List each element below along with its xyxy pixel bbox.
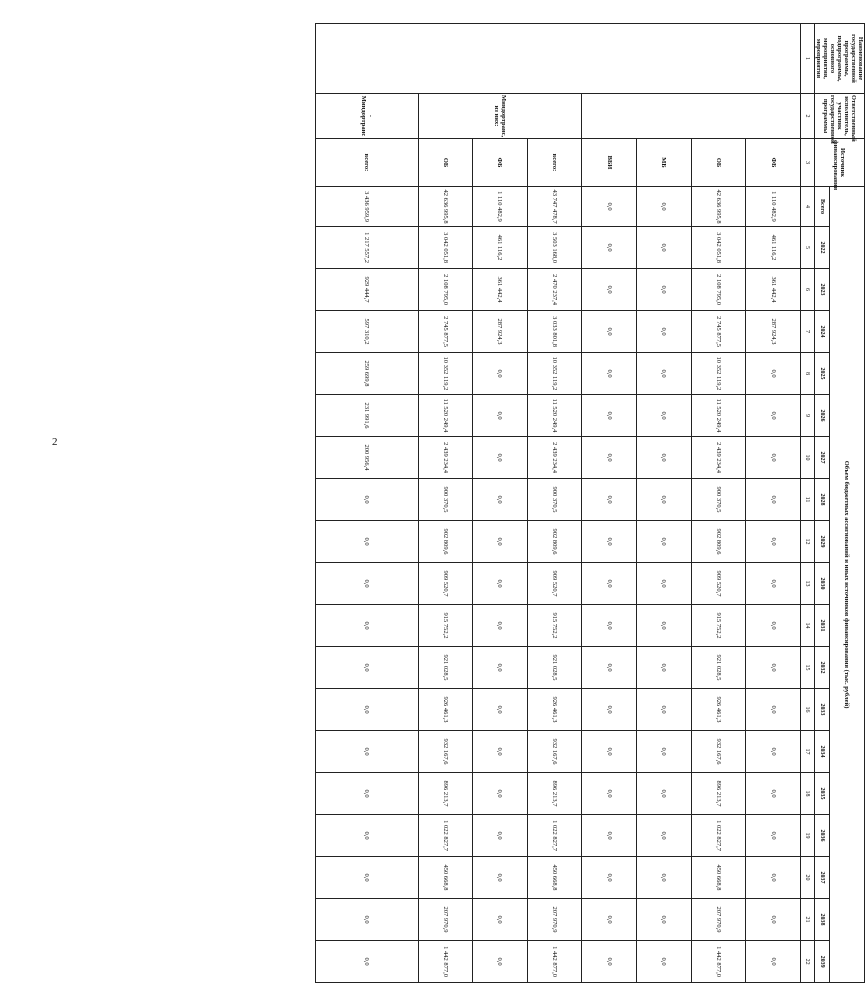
value-cell: 0,0 <box>746 857 801 899</box>
value-cell: 0,0 <box>582 311 637 353</box>
header-year: 2025 <box>815 353 830 395</box>
value-cell: 0,0 <box>746 353 801 395</box>
value-cell: 0,0 <box>582 605 637 647</box>
value-cell: 0,0 <box>582 187 637 227</box>
executor-cell: Миндортранс, из них: <box>418 94 582 139</box>
value-cell: 200 956,4 <box>316 437 419 479</box>
value-cell: 0,0 <box>637 941 692 983</box>
table-row <box>746 24 801 983</box>
value-cell: 0,0 <box>637 857 692 899</box>
value-cell: 0,0 <box>637 689 692 731</box>
value-cell: 0,0 <box>582 269 637 311</box>
header-year: 2039 <box>815 941 830 983</box>
table-row <box>527 24 582 983</box>
value-cell: 3 033 801,8 <box>527 311 582 353</box>
value-cell: 0,0 <box>473 941 528 983</box>
rotated-table-container <box>317 23 865 978</box>
value-cell: 1 022 827,7 <box>418 815 473 857</box>
column-number: 21 <box>801 899 815 941</box>
value-cell: 0,0 <box>473 563 528 605</box>
value-cell: 0,0 <box>473 731 528 773</box>
header-year: 2032 <box>815 647 830 689</box>
value-cell: 0,0 <box>582 899 637 941</box>
value-cell: 0,0 <box>746 563 801 605</box>
value-cell: 0,0 <box>582 353 637 395</box>
value-cell: 0,0 <box>637 773 692 815</box>
column-number: 10 <box>801 437 815 479</box>
value-cell: 10 352 119,2 <box>527 353 582 395</box>
value-cell: 909 520,7 <box>527 563 582 605</box>
source-cell: всего: <box>527 139 582 187</box>
value-cell: 0,0 <box>473 395 528 437</box>
value-cell: 0,0 <box>316 731 419 773</box>
value-cell: 0,0 <box>637 563 692 605</box>
value-cell: 0,0 <box>746 941 801 983</box>
value-cell: 0,0 <box>637 395 692 437</box>
value-cell: 915 752,2 <box>691 605 746 647</box>
table-row <box>691 24 746 983</box>
value-cell: 896 213,7 <box>418 773 473 815</box>
value-cell: 0,0 <box>746 689 801 731</box>
column-number: 15 <box>801 647 815 689</box>
value-cell: 902 809,6 <box>691 521 746 563</box>
header-year: 2030 <box>815 563 830 605</box>
value-cell: 902 809,6 <box>527 521 582 563</box>
value-cell: 0,0 <box>473 857 528 899</box>
value-cell: 0,0 <box>637 227 692 269</box>
value-cell: 0,0 <box>473 605 528 647</box>
value-cell: 0,0 <box>746 773 801 815</box>
value-cell: 921 028,5 <box>418 647 473 689</box>
value-cell: 0,0 <box>473 521 528 563</box>
value-cell: 0,0 <box>316 815 419 857</box>
value-cell: 900 370,5 <box>527 479 582 521</box>
source-cell: МБ <box>637 139 692 187</box>
value-cell: 361 442,4 <box>746 269 801 311</box>
column-number: 11 <box>801 479 815 521</box>
value-cell: 0,0 <box>473 479 528 521</box>
column-number: 17 <box>801 731 815 773</box>
header-executor: Ответственный исполнитель, участник государственной программы <box>815 94 865 139</box>
value-cell: 207 970,9 <box>527 899 582 941</box>
column-number: 2 <box>801 94 815 139</box>
column-number: 4 <box>801 187 815 227</box>
value-cell: 0,0 <box>582 815 637 857</box>
value-cell: 921 028,5 <box>691 647 746 689</box>
value-cell: 909 520,7 <box>418 563 473 605</box>
header-year: 2023 <box>815 269 830 311</box>
value-cell: 11 520 249,4 <box>418 395 473 437</box>
value-cell: 0,0 <box>316 563 419 605</box>
value-cell: 1 110 482,9 <box>473 187 528 227</box>
header-name: Наименование государственной программы, подпрограммы, основного мероприятия, мероприятия <box>815 24 865 94</box>
value-cell: 0,0 <box>637 521 692 563</box>
header-year: 2038 <box>815 899 830 941</box>
header-source: Источник финансирования <box>815 139 865 187</box>
value-cell: 0,0 <box>746 731 801 773</box>
value-cell: 0,0 <box>582 479 637 521</box>
value-cell: 450 668,8 <box>691 857 746 899</box>
value-cell: 909 520,7 <box>691 563 746 605</box>
value-cell: 0,0 <box>473 647 528 689</box>
value-cell: 915 752,2 <box>418 605 473 647</box>
table-row <box>582 24 637 983</box>
value-cell: 1 442 877,0 <box>691 941 746 983</box>
header-year: 2029 <box>815 521 830 563</box>
value-cell: 921 028,5 <box>527 647 582 689</box>
value-cell: 0,0 <box>746 647 801 689</box>
budget-table <box>315 23 865 983</box>
column-number: 13 <box>801 563 815 605</box>
value-cell: 0,0 <box>316 521 419 563</box>
value-cell: 1 442 877,0 <box>418 941 473 983</box>
value-cell: 0,0 <box>582 941 637 983</box>
executor-cell: - Миндортранс <box>316 94 419 139</box>
value-cell: 0,0 <box>582 731 637 773</box>
value-cell: 900 370,5 <box>691 479 746 521</box>
header-year: 2031 <box>815 605 830 647</box>
value-cell: 0,0 <box>746 395 801 437</box>
value-cell: 915 752,2 <box>527 605 582 647</box>
value-cell: 900 370,5 <box>418 479 473 521</box>
value-cell: 597 310,2 <box>316 311 419 353</box>
source-cell: всего: <box>316 139 419 187</box>
value-cell: 450 668,8 <box>418 857 473 899</box>
value-cell: 0,0 <box>746 437 801 479</box>
column-number: 8 <box>801 353 815 395</box>
value-cell: 11 520 249,4 <box>691 395 746 437</box>
value-cell: 259 699,8 <box>316 353 419 395</box>
value-cell: 926 461,3 <box>527 689 582 731</box>
value-cell: 0,0 <box>582 857 637 899</box>
value-cell: 932 167,6 <box>527 731 582 773</box>
column-number: 3 <box>801 139 815 187</box>
value-cell: 0,0 <box>473 899 528 941</box>
value-cell: 926 461,3 <box>691 689 746 731</box>
value-cell: 0,0 <box>316 647 419 689</box>
program-name-cell <box>316 24 801 94</box>
value-cell: 0,0 <box>473 689 528 731</box>
value-cell: 1 442 877,0 <box>527 941 582 983</box>
value-cell: 0,0 <box>746 899 801 941</box>
source-cell: ОБ <box>418 139 473 187</box>
value-cell: 287 924,3 <box>473 311 528 353</box>
value-cell: 0,0 <box>637 269 692 311</box>
header-year: 2026 <box>815 395 830 437</box>
value-cell: 0,0 <box>582 647 637 689</box>
value-cell: 0,0 <box>316 941 419 983</box>
value-cell: 0,0 <box>637 899 692 941</box>
header-total: Всего <box>815 187 830 227</box>
table-row <box>637 24 692 983</box>
value-cell: 0,0 <box>582 521 637 563</box>
value-cell: 0,0 <box>473 815 528 857</box>
value-cell: 0,0 <box>582 689 637 731</box>
value-cell: 10 352 119,2 <box>691 353 746 395</box>
column-number: 1 <box>801 24 815 94</box>
column-number: 5 <box>801 227 815 269</box>
value-cell: 43 747 478,7 <box>527 187 582 227</box>
header-year: 2024 <box>815 311 830 353</box>
value-cell: 2 108 795,0 <box>418 269 473 311</box>
value-cell: 0,0 <box>316 689 419 731</box>
value-cell: 0,0 <box>746 521 801 563</box>
value-cell: 2 439 234,4 <box>691 437 746 479</box>
value-cell: 10 352 119,2 <box>418 353 473 395</box>
source-cell: ФБ <box>473 139 528 187</box>
value-cell: 207 970,9 <box>418 899 473 941</box>
value-cell: 231 991,6 <box>316 395 419 437</box>
value-cell: 3 042 051,8 <box>418 227 473 269</box>
value-cell: 2 745 877,5 <box>418 311 473 353</box>
column-number: 19 <box>801 815 815 857</box>
value-cell: 0,0 <box>637 605 692 647</box>
column-number: 20 <box>801 857 815 899</box>
header-year: 2035 <box>815 773 830 815</box>
source-cell: ОБ <box>691 139 746 187</box>
value-cell: 929 444,7 <box>316 269 419 311</box>
value-cell: 896 213,7 <box>527 773 582 815</box>
column-number: 16 <box>801 689 815 731</box>
value-cell: 1 022 827,7 <box>691 815 746 857</box>
page-number: 2 <box>52 436 58 448</box>
value-cell: 0,0 <box>746 605 801 647</box>
value-cell: 42 636 995,8 <box>691 187 746 227</box>
header-volume: Объем бюджетных ассигнований и иных источников финансирования (тыс. рублей) <box>829 187 864 983</box>
value-cell: 0,0 <box>637 479 692 521</box>
value-cell: 0,0 <box>582 395 637 437</box>
value-cell: 896 213,7 <box>691 773 746 815</box>
value-cell: 2 470 237,4 <box>527 269 582 311</box>
table-row <box>316 24 419 983</box>
table-row <box>473 24 528 983</box>
value-cell: 926 461,3 <box>418 689 473 731</box>
value-cell: 932 167,6 <box>691 731 746 773</box>
value-cell: 42 636 995,8 <box>418 187 473 227</box>
table-row <box>418 24 473 983</box>
header-year: 2034 <box>815 731 830 773</box>
value-cell: 1 217 557,2 <box>316 227 419 269</box>
value-cell: 461 116,2 <box>746 227 801 269</box>
column-number: 18 <box>801 773 815 815</box>
value-cell: 0,0 <box>637 647 692 689</box>
value-cell: 0,0 <box>316 899 419 941</box>
value-cell: 0,0 <box>637 187 692 227</box>
value-cell: 0,0 <box>637 815 692 857</box>
value-cell: 0,0 <box>637 353 692 395</box>
value-cell: 0,0 <box>746 815 801 857</box>
value-cell: 0,0 <box>316 479 419 521</box>
source-cell: ВБИ <box>582 139 637 187</box>
value-cell: 0,0 <box>637 437 692 479</box>
value-cell: 0,0 <box>316 773 419 815</box>
column-number: 22 <box>801 941 815 983</box>
value-cell: 0,0 <box>637 311 692 353</box>
value-cell: 461 116,2 <box>473 227 528 269</box>
value-cell: 0,0 <box>473 353 528 395</box>
value-cell: 0,0 <box>582 773 637 815</box>
value-cell: 3 436 959,9 <box>316 187 419 227</box>
column-number: 6 <box>801 269 815 311</box>
value-cell: 0,0 <box>473 773 528 815</box>
header-year: 2028 <box>815 479 830 521</box>
value-cell: 932 167,6 <box>418 731 473 773</box>
value-cell: 2 745 877,5 <box>691 311 746 353</box>
column-number: 14 <box>801 605 815 647</box>
value-cell: 0,0 <box>746 479 801 521</box>
value-cell: 0,0 <box>316 605 419 647</box>
value-cell: 0,0 <box>582 563 637 605</box>
value-cell: 2 439 234,4 <box>418 437 473 479</box>
value-cell: 3 503 168,0 <box>527 227 582 269</box>
column-number: 9 <box>801 395 815 437</box>
value-cell: 0,0 <box>316 857 419 899</box>
value-cell: 2 108 795,0 <box>691 269 746 311</box>
executor-cell <box>582 94 801 139</box>
column-number: 7 <box>801 311 815 353</box>
header-year: 2036 <box>815 815 830 857</box>
value-cell: 902 809,6 <box>418 521 473 563</box>
column-number: 12 <box>801 521 815 563</box>
value-cell: 0,0 <box>637 731 692 773</box>
header-year: 2037 <box>815 857 830 899</box>
value-cell: 361 442,4 <box>473 269 528 311</box>
header-year: 2033 <box>815 689 830 731</box>
value-cell: 2 439 234,4 <box>527 437 582 479</box>
source-cell: ФБ <box>746 139 801 187</box>
header-year: 2027 <box>815 437 830 479</box>
value-cell: 1 110 482,9 <box>746 187 801 227</box>
value-cell: 450 668,8 <box>527 857 582 899</box>
header-year: 2022 <box>815 227 830 269</box>
value-cell: 287 924,3 <box>746 311 801 353</box>
value-cell: 3 042 051,8 <box>691 227 746 269</box>
value-cell: 11 520 249,4 <box>527 395 582 437</box>
value-cell: 1 022 827,7 <box>527 815 582 857</box>
value-cell: 207 970,9 <box>691 899 746 941</box>
value-cell: 0,0 <box>582 437 637 479</box>
value-cell: 0,0 <box>582 227 637 269</box>
value-cell: 0,0 <box>473 437 528 479</box>
